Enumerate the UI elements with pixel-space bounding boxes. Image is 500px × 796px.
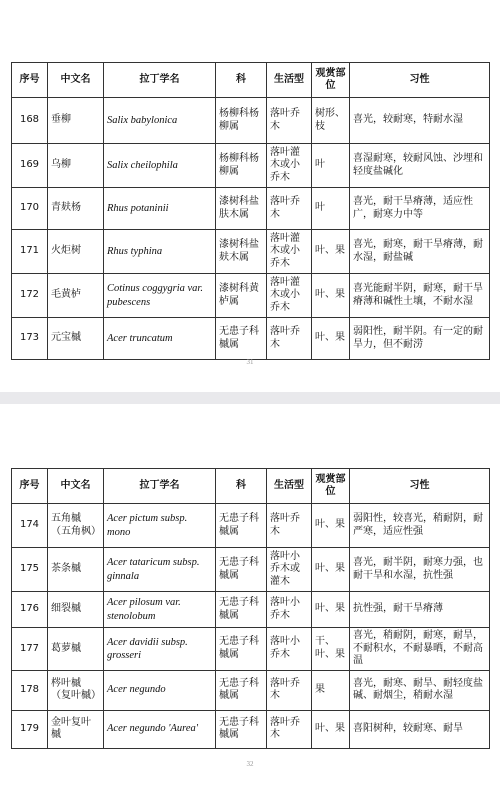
- cell-no: 177: [12, 628, 48, 671]
- cell-family: 无患子科槭属: [216, 670, 267, 710]
- cell-family: 无患子科槭属: [216, 548, 267, 592]
- header-latin-name: 拉丁学名: [104, 469, 216, 504]
- header-family: 科: [216, 469, 267, 504]
- cell-cn-name: 梣叶槭（复叶槭）: [48, 670, 104, 710]
- cell-ornamental-part: 叶、果: [312, 548, 350, 592]
- cell-family: 杨柳科杨柳属: [216, 98, 267, 144]
- cell-life-form: 落叶灌木或小乔木: [267, 274, 312, 318]
- cell-family: 漆树科盐肤木属: [216, 188, 267, 230]
- header-latin-name: 拉丁学名: [104, 63, 216, 98]
- header-cn-name: 中文名: [48, 63, 104, 98]
- cell-latin-name: Acer pictum subsp. mono: [104, 504, 216, 548]
- table-row: [12, 230, 490, 274]
- cell-life-form: 落叶灌木或小乔木: [267, 144, 312, 188]
- header-cn-name: 中文名: [48, 469, 104, 504]
- cell-family: 无患子科槭属: [216, 710, 267, 748]
- table-header-row: [12, 63, 490, 98]
- cell-cn-name: 元宝槭: [48, 318, 104, 360]
- header-life-form: 生活型: [267, 63, 312, 98]
- cell-latin-name: Acer negundo 'Aurea': [104, 710, 216, 748]
- cell-cn-name: 乌柳: [48, 144, 104, 188]
- cell-life-form: 落叶小乔木或灌木: [267, 548, 312, 592]
- cell-ornamental-part: 叶、果: [312, 710, 350, 748]
- cell-cn-name: 青麸杨: [48, 188, 104, 230]
- cell-life-form: 落叶乔木: [267, 318, 312, 360]
- table-header-row: [12, 469, 490, 504]
- cell-life-form: 落叶小乔木: [267, 628, 312, 671]
- cell-family: 无患子科槭属: [216, 592, 267, 628]
- cell-ornamental-part: 叶: [312, 144, 350, 188]
- cell-life-form: 落叶灌木或小乔木: [267, 230, 312, 274]
- table-row: [12, 592, 490, 628]
- cell-cn-name: 金叶复叶槭: [48, 710, 104, 748]
- cell-cn-name: 细裂槭: [48, 592, 104, 628]
- cell-life-form: 落叶乔木: [267, 188, 312, 230]
- cell-cn-name: 垂柳: [48, 98, 104, 144]
- cell-ornamental-part: 叶、果: [312, 230, 350, 274]
- cell-habit: 喜光能耐半阴，耐寒，耐干旱瘠薄和碱性土壤，不耐水湿: [350, 274, 490, 318]
- cell-habit: 喜光，耐干旱瘠薄，适应性广，耐寒力中等: [350, 188, 490, 230]
- cell-latin-name: Acer truncatum: [104, 318, 216, 360]
- table-row: [12, 710, 490, 748]
- cell-family: 无患子科槭属: [216, 504, 267, 548]
- page-number: 32: [246, 760, 254, 768]
- cell-life-form: 落叶乔木: [267, 504, 312, 548]
- cell-cn-name: 茶条槭: [48, 548, 104, 592]
- cell-habit: 喜光，较耐寒，特耐水湿: [350, 98, 490, 144]
- page-number: 31: [246, 358, 254, 366]
- header-family: 科: [216, 63, 267, 98]
- table-row: [12, 548, 490, 592]
- header-no: 序号: [12, 63, 48, 98]
- cell-no: 168: [12, 98, 48, 144]
- cell-habit: 喜光，耐寒、耐旱、耐轻度盐碱、耐烟尘，稍耐水湿: [350, 670, 490, 710]
- cell-life-form: 落叶乔木: [267, 98, 312, 144]
- header-ornamental-part: 观赏部位: [312, 63, 350, 98]
- cell-family: 漆树科盐麸木属: [216, 230, 267, 274]
- cell-habit: 喜光，耐半阴，耐寒力强，也耐干旱和水湿，抗性强: [350, 548, 490, 592]
- table-row: [12, 274, 490, 318]
- cell-cn-name: 葛萝槭: [48, 628, 104, 671]
- cell-family: 漆树科黄栌属: [216, 274, 267, 318]
- cell-latin-name: Cotinus coggygria var. pubescens: [104, 274, 216, 318]
- header-life-form: 生活型: [267, 469, 312, 504]
- table-row: [12, 98, 490, 144]
- plant-table: [11, 468, 490, 749]
- table-row: [12, 628, 490, 671]
- cell-no: 176: [12, 592, 48, 628]
- header-ornamental-part: 观赏部位: [312, 469, 350, 504]
- table-row: [12, 188, 490, 230]
- cell-ornamental-part: 叶、果: [312, 274, 350, 318]
- cell-latin-name: Acer negundo: [104, 670, 216, 710]
- cell-ornamental-part: 叶、果: [312, 592, 350, 628]
- table-row: [12, 318, 490, 360]
- cell-family: 杨柳科杨柳属: [216, 144, 267, 188]
- cell-ornamental-part: 叶、果: [312, 318, 350, 360]
- cell-life-form: 落叶乔木: [267, 710, 312, 748]
- cell-cn-name: 火炬树: [48, 230, 104, 274]
- header-no: 序号: [12, 469, 48, 504]
- cell-no: 179: [12, 710, 48, 748]
- cell-cn-name: 毛黄栌: [48, 274, 104, 318]
- cell-life-form: 落叶小乔木: [267, 592, 312, 628]
- cell-habit: 弱阳性，耐半阴。有一定的耐旱力，但不耐涝: [350, 318, 490, 360]
- page-31: [0, 0, 500, 392]
- cell-latin-name: Rhus potaninii: [104, 188, 216, 230]
- cell-no: 171: [12, 230, 48, 274]
- cell-latin-name: Acer tataricum subsp. ginnala: [104, 548, 216, 592]
- header-habit: 习性: [350, 469, 490, 504]
- cell-no: 169: [12, 144, 48, 188]
- cell-habit: 喜光，稍耐阴，耐寒，耐旱，不耐积水，不耐暴晒，不耐高温: [350, 628, 490, 671]
- cell-no: 170: [12, 188, 48, 230]
- cell-no: 178: [12, 670, 48, 710]
- cell-habit: 喜光，耐寒，耐干旱瘠薄，耐水湿，耐盐碱: [350, 230, 490, 274]
- cell-no: 174: [12, 504, 48, 548]
- table-row: [12, 670, 490, 710]
- cell-no: 175: [12, 548, 48, 592]
- cell-habit: 喜湿耐寒，较耐风蚀、沙埋和轻度盐碱化: [350, 144, 490, 188]
- cell-family: 无患子科槭属: [216, 318, 267, 360]
- cell-no: 172: [12, 274, 48, 318]
- cell-ornamental-part: 叶: [312, 188, 350, 230]
- cell-life-form: 落叶乔木: [267, 670, 312, 710]
- cell-ornamental-part: 果: [312, 670, 350, 710]
- cell-ornamental-part: 叶、果: [312, 504, 350, 548]
- cell-family: 无患子科槭属: [216, 628, 267, 671]
- cell-latin-name: Rhus typhina: [104, 230, 216, 274]
- cell-latin-name: Acer pilosum var. stenolobum: [104, 592, 216, 628]
- table-row: [12, 144, 490, 188]
- table-row: [12, 504, 490, 548]
- cell-latin-name: Salix babylonica: [104, 98, 216, 144]
- cell-latin-name: Acer davidii subsp. grosseri: [104, 628, 216, 671]
- header-habit: 习性: [350, 63, 490, 98]
- cell-habit: 抗性强，耐干旱瘠薄: [350, 592, 490, 628]
- cell-latin-name: Salix cheilophila: [104, 144, 216, 188]
- cell-no: 173: [12, 318, 48, 360]
- page-32: [0, 404, 500, 796]
- cell-ornamental-part: 干、叶、果: [312, 628, 350, 671]
- cell-cn-name: 五角槭（五角枫）: [48, 504, 104, 548]
- cell-ornamental-part: 树形、枝: [312, 98, 350, 144]
- plant-table: [11, 62, 490, 360]
- cell-habit: 喜阳树种，较耐寒、耐旱: [350, 710, 490, 748]
- cell-habit: 弱阳性，较喜光，稍耐阴，耐严寒，适应性强: [350, 504, 490, 548]
